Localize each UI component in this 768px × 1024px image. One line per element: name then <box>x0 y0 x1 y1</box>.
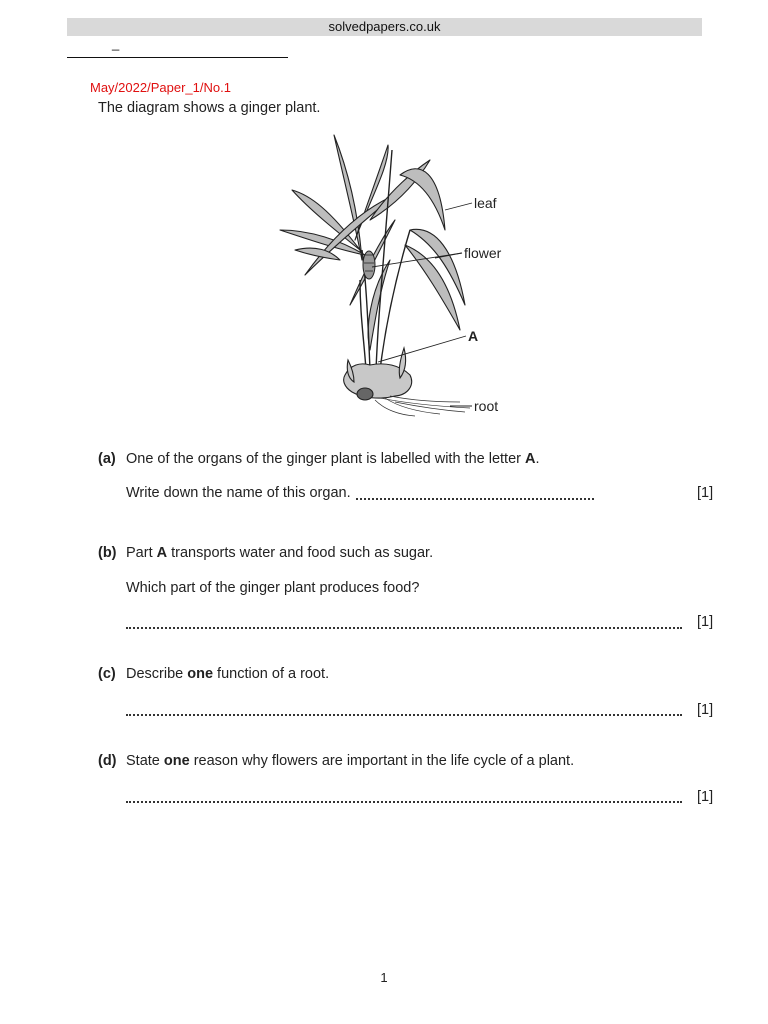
label-root: root <box>474 398 499 414</box>
question-c-letter: (c) <box>98 666 116 682</box>
question-d-prompt: State one reason why flowers are important in the life cycle of a plant. <box>126 753 575 769</box>
question-a-letter: (a) <box>98 451 116 467</box>
leaf-shape <box>410 229 465 305</box>
label-flower: flower <box>464 245 502 261</box>
intro-text: The diagram shows a ginger plant. <box>98 100 321 116</box>
answer-line-d[interactable] <box>126 801 682 803</box>
mark-c: [1] <box>697 702 714 718</box>
question-b-letter: (b) <box>98 545 117 561</box>
question-c-prompt: Describe one function of a root. <box>126 666 330 682</box>
question-d-letter: (d) <box>98 753 117 769</box>
header-rule <box>67 57 288 58</box>
mark-a: [1] <box>697 485 714 501</box>
site-header <box>67 18 702 36</box>
source-tag: May/2022/Paper_1/No.1 <box>90 80 231 95</box>
answer-line-b[interactable] <box>126 627 682 629</box>
question-a-sub: Write down the name of this organ. <box>126 485 351 501</box>
question-a-prompt: One of the organs of the ginger plant is labelled with the letter A. <box>126 451 540 467</box>
answer-line-c[interactable] <box>126 714 682 716</box>
mark-b: [1] <box>697 614 714 630</box>
site-name: solvedpapers.co.uk <box>328 19 441 34</box>
leaf-shape <box>355 145 388 240</box>
leaf-shape <box>370 160 430 220</box>
header-dash: _ <box>112 36 120 51</box>
question-b-sub: Which part of the ginger plant produces food? <box>126 580 420 596</box>
page-number: 1 <box>380 970 388 985</box>
ginger-plant-diagram <box>270 130 510 420</box>
mark-d: [1] <box>697 789 714 805</box>
label-a: A <box>468 328 479 344</box>
question-b-prompt: Part A transports water and food such as sugar. <box>126 545 434 561</box>
answer-line-a[interactable] <box>356 498 594 500</box>
label-leaf: leaf <box>474 195 497 211</box>
